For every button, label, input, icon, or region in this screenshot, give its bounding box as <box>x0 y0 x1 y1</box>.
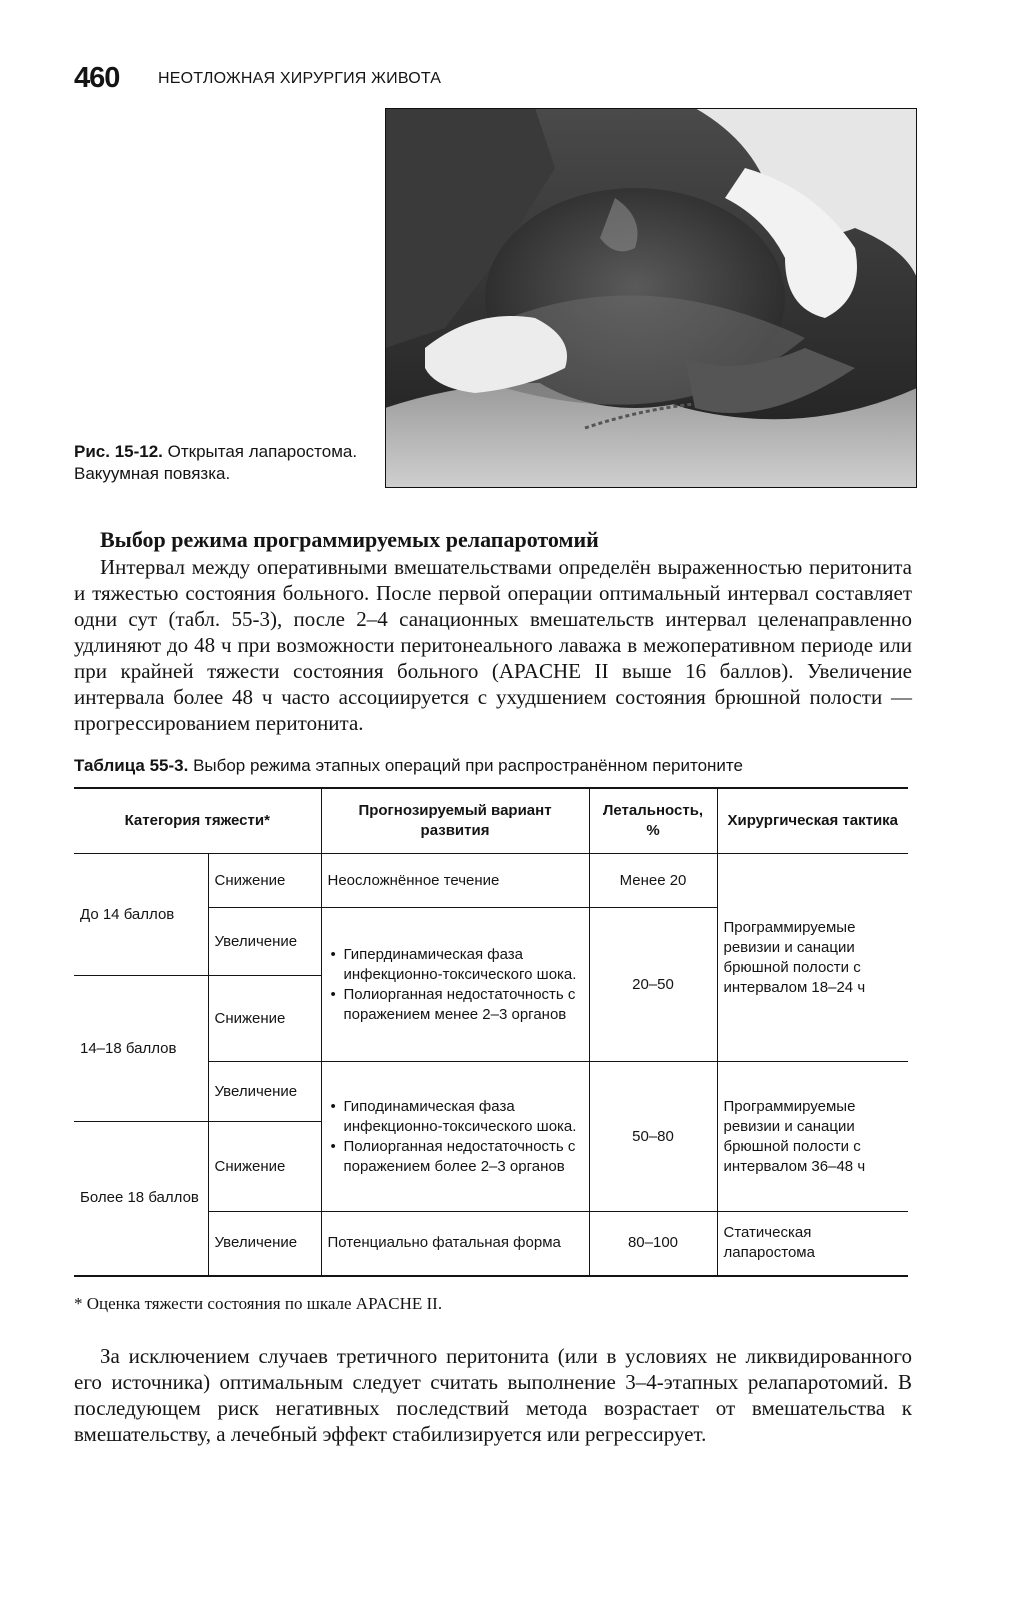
bullet-item: • Гиподинамическая фаза инфекционно-токсического шока. <box>344 1097 583 1137</box>
tactics-cell: Программируемые ревизии и санации брюшной полости с интервалом 36–48 ч <box>717 1062 908 1212</box>
mortality-cell: 80–100 <box>589 1212 717 1276</box>
variant-cell <box>321 1062 589 1212</box>
figure-label: Рис. 15-12. <box>74 442 163 461</box>
figure-caption-text: Открытая лапаростома. Вакуумная повязка. <box>74 442 358 483</box>
bullet-item: • Полиорганная недостаточность с поражением менее 2–3 органов <box>344 985 583 1025</box>
tactics-cell: Статическая лапаростома <box>717 1212 908 1276</box>
figure-photo-laparostomy <box>385 108 917 488</box>
dynamics-cell: Снижение <box>208 976 321 1062</box>
table-footnote: * Оценка тяжести состояния по шкале APACHE II. <box>74 1294 443 1313</box>
running-head: НЕОТЛОЖНАЯ ХИРУРГИЯ ЖИВОТА <box>158 70 442 87</box>
severity-cell: Более 18 баллов <box>74 1122 208 1276</box>
tactics-cell: Программируемые ревизии и санации брюшной полости с интервалом 18–24 ч <box>717 854 908 1062</box>
page-number: 460 <box>74 62 120 94</box>
dynamics-cell: Увеличение <box>208 1212 321 1276</box>
table-row <box>74 854 908 908</box>
table-caption <box>74 756 743 776</box>
header-mortality: Летальность, % <box>589 788 717 854</box>
header-severity: Категория тяжести* <box>74 788 321 854</box>
figure-caption <box>74 441 374 485</box>
variant-cell: Потенциально фатальная форма <box>321 1212 589 1276</box>
variant-cell <box>321 908 589 1062</box>
mortality-cell: 50–80 <box>589 1062 717 1212</box>
variant-cell: Неосложнённое течение <box>321 854 589 908</box>
dynamics-cell: Снижение <box>208 854 321 908</box>
mortality-cell: 20–50 <box>589 908 717 1062</box>
header-variant: Прогнозируемый вариант развития <box>321 788 589 854</box>
table-header-row <box>74 788 908 854</box>
photo-illustration <box>385 108 917 488</box>
mortality-cell: Менее 20 <box>589 854 717 908</box>
header-tactics: Хирургическая тактика <box>717 788 908 854</box>
body-paragraph-1: Интервал между оперативными вмешательствами определён выраженностью перитонита и тяжестью состояния больного. После первой операции оптимальный интервал составляет одни сут (табл. 55-3), после 2–4 санационных вмешательств интервал целенаправленно удлиняют до 48 ч при возможности перитонеального лаважа в межоперативном периоде или при крайней тяжести состояния больного (APACHE II выше 16 баллов). Увеличение интервала более 48 ч часто ассоциируется с ухудшением состояния брюшной полости — прогрессированием перитонита. <box>74 555 912 735</box>
severity-cell: 14–18 баллов <box>74 976 208 1122</box>
bullet-item: • Полиорганная недостаточность с поражением более 2–3 органов <box>344 1137 583 1177</box>
dynamics-cell: Снижение <box>208 1122 321 1212</box>
section-heading: Выбор режима программируемых релапаротомий <box>100 527 599 552</box>
bullet-item: • Гипердинамическая фаза инфекционно-токсического шока. <box>344 945 583 985</box>
table-caption-text: Выбор режима этапных операций при распространённом перитоните <box>193 756 743 775</box>
severity-cell: До 14 баллов <box>74 854 208 976</box>
dynamics-cell: Увеличение <box>208 908 321 976</box>
body-paragraph-2: За исключением случаев третичного перитонита (или в условиях не ликвидированного его источника) оптимальным следует считать выполнение 3–4-этапных релапаротомий. В последующем риск негативных последствий метода возрастает от вмешательства к вмешательству, а лечебный эффект стабилизируется или регрессирует. <box>74 1344 912 1446</box>
dynamics-cell: Увеличение <box>208 1062 321 1122</box>
table-label: Таблица 55-3. <box>74 756 189 775</box>
regimen-table <box>74 787 908 1277</box>
